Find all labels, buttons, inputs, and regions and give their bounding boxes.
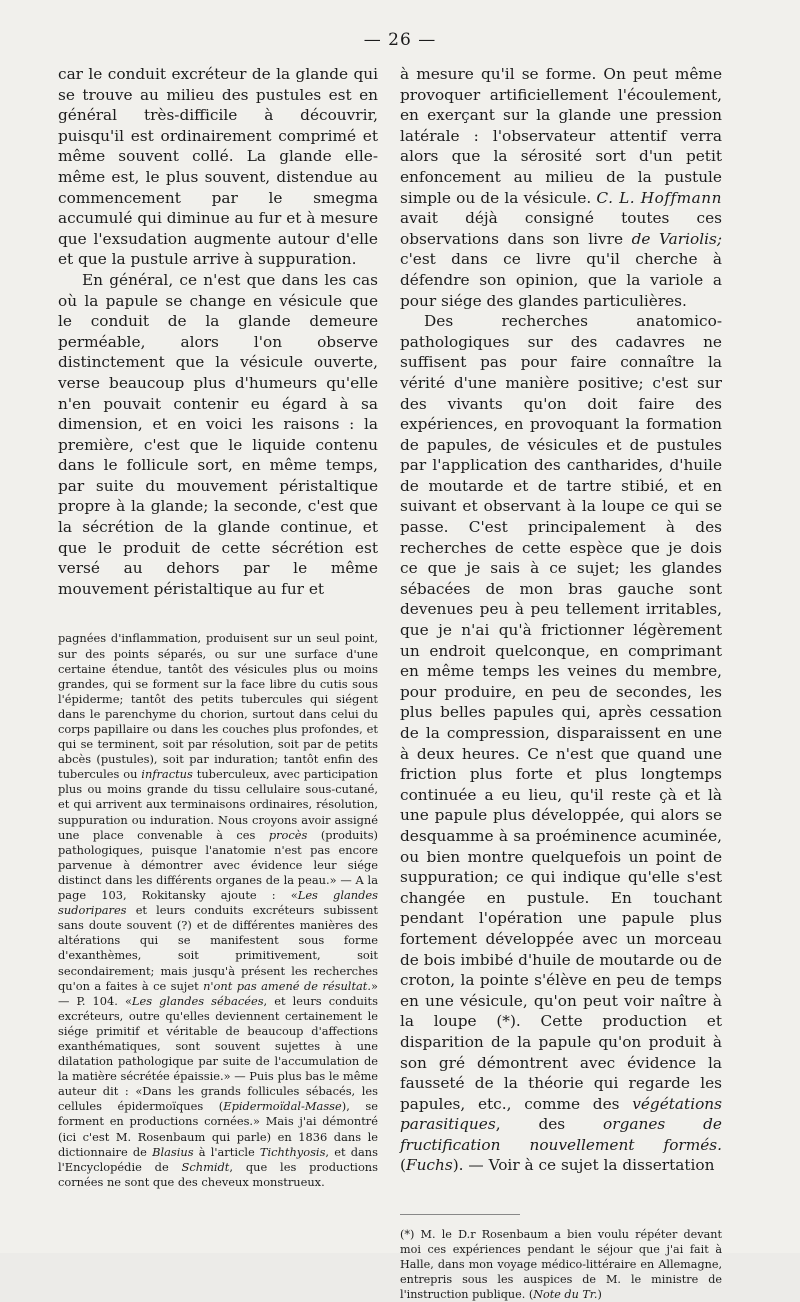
paragraph: En général, ce n'est que dans les cas où la papule se change en vésicule que le conduit de la glande demeure perméable, alors l'on observe distinctement que la vésicule ouverte, verse beaucoup plus d'humeurs qu'elle n'en pouvait contenir eu égard à sa dimension, et en voici les raisons : la première, c'est que le liquide contenu dans le follicule sort, en même temps, par suite du mouvement péristaltique propre à la glande; la seconde, c'est que la sécrétion de la glande continue, et que le produit de cette sécrétion est versé au dehors par le même mouvement péristaltique au fur et — [58, 270, 378, 598]
footnote-divider — [400, 1214, 520, 1215]
continued-note: pagnées d'inflammation, produisent sur un seul point, sur des points séparés, ou sur une surface d'une certaine étendue, tantôt des vésicules plus ou moins grandes, qui se forment sur la face libre du cutis sous l'épiderme; tantôt des petits tubercules qui siégent dans le parenchyme du chorion, surtout dans celui du corps papillaire ou dans les couches plus profondes, et qui se terminent, soit par résolution, soit par de petits abcès (pustules), soit par induration; tantôt enfin des tubercules ou infractus tuberculeux, avec participation plus ou moins grande du tissu cellulaire sous-cutané, et qui arrivent aux terminaisons ordinaires, résolution, suppuration ou induration. Nous croyons avoir assigné une place convenable à ces procès (produits) pathologiques, puisque l'anatomie n'est pas encore parvenue à démontrer avec évidence leur siége distinct dans les différents organes de la peau.» — A la page 103, Rokitansky ajoute : «Les glandes sudoripares et leurs conduits excréteurs subissent sans doute souvent (?) et de différentes manières des altérations qui se manifestent sous forme d'exanthèmes, soit primitivement, soit secondairement; mais jusqu'à présent les recherches qu'on a faites à ce sujet n'ont pas amené de résultat.» — P. 104. «Les glandes sébacées, et leurs conduits excréteurs, outre qu'elles deviennent certainement le siége primitif et véritable de beaucoup d'affections exanthématiques, sont souvent sujettes à une dilatation pathologique par suite de l'accumulation de la matière sécrétée épaissie.» — Puis plus bas le même auteur dit : «Dans les grands follicules sébacés, les cellules épidermoïques (Epidermoïdal-Masse), se forment en productions cornées.» Mais j'ai démontré (ici c'est M. Rosenbaum qui parle) en 1836 dans le dictionnaire de Blasius à l'article Tichthyosis, et dans l'Encyclopédie de Schmidt, que les productions cornées ne sont que des cheveux monstrueux. — [58, 631, 379, 1189]
page-number: — 26 — — [363, 30, 437, 50]
paragraph: car le conduit excréteur de la glande qui se trouve au milieu des pustules est en général très-difficile à découvrir, puisqu'il est ordinairement comprimé et même souvent collé. La glande elle-même est, le plus souvent, distendue au commencement par le smegma accumulé qui diminue au fur et à mesure que l'exsudation augmente autour d'elle et que la pustule arrive à suppuration. — [58, 65, 378, 269]
paragraph: Des recherches anatomico-pathologiques sur des cadavres ne suffisent pas pour faire connaître la vérité d'une manière positive; c'est sur des vivants qu'on doit faire des expériences, en provoquant la formation de papules, de vésicules et de pustules par l'application des cantharides, d'huile de moutarde et de tartre stibié, et en suivant et observant à la loupe ce qui se passe. C'est principalement à des recherches de cette espèce que je dois ce que je sais à ce sujet; les glandes sébacées de mon bras gauche sont devenues peu à peu tellement irritables, que je n'ai qu'à frictionner légèrement un endroit quelconque, en comprimant en même temps les veines du membre, pour produire, en peu de secondes, les plus belles papules qui, après cessation de la compression, disparaissent en une à deux heures. Ce n'est que quand une friction plus forte et plus longtemps continuée a eu lieu, qu'il reste çà et là une papule plus développée, qui alors se desquamme à sa proéminence acuminée, ou bien montre quelquefois un point de suppuration; ce qui indique qu'elle s'est changée en pustule. En touchant pendant l'opération une papule plus fortement développée avec un morceau de bois imbibé d'huile de moutarde ou de croton, la pointe s'élève en peu de temps en une vésicule, qu'on peut voir naître à la loupe (*). Cette production et disparition de la papule qu'on produit à son gré démontrent avec évidence la fausseté de la théorie qui regarde les papules, etc., comme des végétations parasitiques, des organes de fructification nouvellement formés. (Fuchs). — Voir à ce sujet la dissertation — [400, 312, 722, 1175]
right-column — [400, 64, 722, 1302]
left-column — [58, 64, 378, 1190]
footnote: (*) M. le D.r Rosenbaum a bien voulu répéter devant moi ces expériences pendant le séjour que j'ai fait à Halle, dans mon voyage médico-littéraire en Allemagne, entrepris sous les auspices de M. le ministre de l'instruction publique. (Note du Tr.) — [400, 1214, 722, 1302]
paragraph: à mesure qu'il se forme. On peut même provoquer artificiellement l'écoulement, en exerçant sur la glande une pression latérale : l'observateur attentif verra alors que la sérosité sort d'un petit enfoncement au milieu de la pustule simple ou de la vésicule. C. L. Hoffmann avait déjà consigné toutes ces observations dans son livre de Variolis; c'est dans ce livre qu'il cherche à défendre son opinion, que la variole a pour siége des glandes particulières. — [400, 65, 723, 310]
